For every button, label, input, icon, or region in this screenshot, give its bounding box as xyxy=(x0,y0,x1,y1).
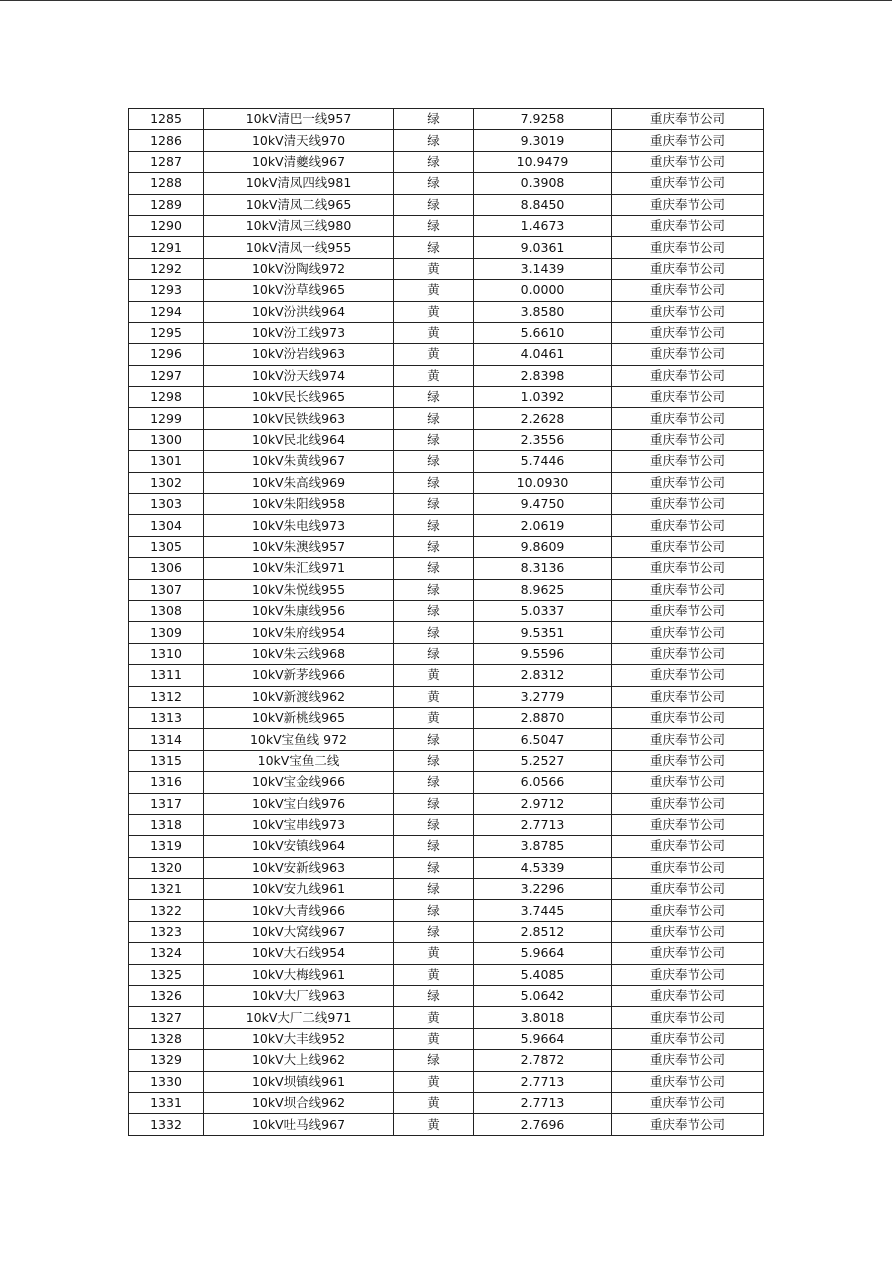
row-number-cell: 1320 xyxy=(129,857,204,878)
table-row xyxy=(129,194,764,215)
row-number-cell: 1285 xyxy=(129,109,204,130)
row-number-cell: 1313 xyxy=(129,707,204,728)
table-row xyxy=(129,151,764,172)
row-number-cell: 1309 xyxy=(129,622,204,643)
status-color-cell: 黄 xyxy=(394,1071,474,1092)
status-color-cell: 绿 xyxy=(394,408,474,429)
value-cell: 10.0930 xyxy=(474,472,612,493)
value-cell: 2.8312 xyxy=(474,665,612,686)
line-name-cell: 10kV大青线966 xyxy=(204,900,394,921)
table-row xyxy=(129,387,764,408)
company-cell: 重庆奉节公司 xyxy=(612,472,764,493)
company-cell: 重庆奉节公司 xyxy=(612,986,764,1007)
status-color-cell: 黄 xyxy=(394,707,474,728)
value-cell: 9.3019 xyxy=(474,130,612,151)
value-cell: 2.9712 xyxy=(474,793,612,814)
line-name-cell: 10kV吐马线967 xyxy=(204,1114,394,1135)
line-name-cell: 10kV大上线962 xyxy=(204,1050,394,1071)
status-color-cell: 绿 xyxy=(394,109,474,130)
status-color-cell: 黄 xyxy=(394,1114,474,1135)
company-cell: 重庆奉节公司 xyxy=(612,494,764,515)
row-number-cell: 1292 xyxy=(129,258,204,279)
table-row xyxy=(129,408,764,429)
table-row xyxy=(129,750,764,771)
company-cell: 重庆奉节公司 xyxy=(612,194,764,215)
table-row xyxy=(129,1092,764,1113)
table-row xyxy=(129,643,764,664)
line-name-cell: 10kV坝合线962 xyxy=(204,1092,394,1113)
row-number-cell: 1324 xyxy=(129,943,204,964)
row-number-cell: 1306 xyxy=(129,558,204,579)
line-name-cell: 10kV大厂二线971 xyxy=(204,1007,394,1028)
value-cell: 8.9625 xyxy=(474,579,612,600)
row-number-cell: 1311 xyxy=(129,665,204,686)
value-cell: 2.8870 xyxy=(474,707,612,728)
line-name-cell: 10kV清凤三线980 xyxy=(204,215,394,236)
row-number-cell: 1308 xyxy=(129,600,204,621)
row-number-cell: 1296 xyxy=(129,344,204,365)
status-color-cell: 绿 xyxy=(394,130,474,151)
row-number-cell: 1321 xyxy=(129,879,204,900)
status-color-cell: 绿 xyxy=(394,194,474,215)
value-cell: 1.4673 xyxy=(474,215,612,236)
line-name-cell: 10kV宝鱼线 972 xyxy=(204,729,394,750)
table-row xyxy=(129,558,764,579)
value-cell: 3.8580 xyxy=(474,301,612,322)
table-row xyxy=(129,964,764,985)
company-cell: 重庆奉节公司 xyxy=(612,879,764,900)
value-cell: 2.7713 xyxy=(474,814,612,835)
line-name-cell: 10kV宝串线973 xyxy=(204,814,394,835)
status-color-cell: 绿 xyxy=(394,986,474,1007)
row-number-cell: 1304 xyxy=(129,515,204,536)
company-cell: 重庆奉节公司 xyxy=(612,130,764,151)
company-cell: 重庆奉节公司 xyxy=(612,836,764,857)
company-cell: 重庆奉节公司 xyxy=(612,258,764,279)
line-name-cell: 10kV新茅线966 xyxy=(204,665,394,686)
status-color-cell: 绿 xyxy=(394,900,474,921)
company-cell: 重庆奉节公司 xyxy=(612,772,764,793)
line-name-cell: 10kV朱黄线967 xyxy=(204,451,394,472)
status-color-cell: 绿 xyxy=(394,387,474,408)
table-row xyxy=(129,665,764,686)
company-cell: 重庆奉节公司 xyxy=(612,1007,764,1028)
value-cell: 5.2527 xyxy=(474,750,612,771)
row-number-cell: 1330 xyxy=(129,1071,204,1092)
row-number-cell: 1288 xyxy=(129,173,204,194)
value-cell: 9.0361 xyxy=(474,237,612,258)
value-cell: 5.0337 xyxy=(474,600,612,621)
status-color-cell: 绿 xyxy=(394,558,474,579)
company-cell: 重庆奉节公司 xyxy=(612,793,764,814)
row-number-cell: 1294 xyxy=(129,301,204,322)
status-color-cell: 绿 xyxy=(394,1050,474,1071)
status-color-cell: 绿 xyxy=(394,879,474,900)
line-name-cell: 10kV宝金线966 xyxy=(204,772,394,793)
table-row xyxy=(129,1071,764,1092)
row-number-cell: 1319 xyxy=(129,836,204,857)
company-cell: 重庆奉节公司 xyxy=(612,600,764,621)
line-name-cell: 10kV宝鱼二线 xyxy=(204,750,394,771)
status-color-cell: 绿 xyxy=(394,857,474,878)
company-cell: 重庆奉节公司 xyxy=(612,1092,764,1113)
status-color-cell: 绿 xyxy=(394,600,474,621)
table-row xyxy=(129,793,764,814)
company-cell: 重庆奉节公司 xyxy=(612,109,764,130)
table-row xyxy=(129,301,764,322)
status-color-cell: 绿 xyxy=(394,494,474,515)
company-cell: 重庆奉节公司 xyxy=(612,900,764,921)
company-cell: 重庆奉节公司 xyxy=(612,365,764,386)
table-row xyxy=(129,622,764,643)
line-name-cell: 10kV民长线965 xyxy=(204,387,394,408)
table-row xyxy=(129,814,764,835)
table-row xyxy=(129,258,764,279)
value-cell: 9.5351 xyxy=(474,622,612,643)
status-color-cell: 绿 xyxy=(394,451,474,472)
value-cell: 1.0392 xyxy=(474,387,612,408)
status-color-cell: 黄 xyxy=(394,301,474,322)
company-cell: 重庆奉节公司 xyxy=(612,173,764,194)
status-color-cell: 绿 xyxy=(394,173,474,194)
company-cell: 重庆奉节公司 xyxy=(612,344,764,365)
table-row xyxy=(129,1028,764,1049)
table-row xyxy=(129,344,764,365)
table-row xyxy=(129,579,764,600)
line-name-cell: 10kV清巴一线957 xyxy=(204,109,394,130)
feeder-table-body xyxy=(129,109,764,1136)
row-number-cell: 1300 xyxy=(129,429,204,450)
value-cell: 9.5596 xyxy=(474,643,612,664)
value-cell: 9.4750 xyxy=(474,494,612,515)
company-cell: 重庆奉节公司 xyxy=(612,515,764,536)
company-cell: 重庆奉节公司 xyxy=(612,387,764,408)
company-cell: 重庆奉节公司 xyxy=(612,729,764,750)
row-number-cell: 1290 xyxy=(129,215,204,236)
line-name-cell: 10kV新桃线965 xyxy=(204,707,394,728)
status-color-cell: 绿 xyxy=(394,515,474,536)
company-cell: 重庆奉节公司 xyxy=(612,1050,764,1071)
row-number-cell: 1329 xyxy=(129,1050,204,1071)
value-cell: 5.6610 xyxy=(474,322,612,343)
line-name-cell: 10kV汾天线974 xyxy=(204,365,394,386)
company-cell: 重庆奉节公司 xyxy=(612,215,764,236)
company-cell: 重庆奉节公司 xyxy=(612,558,764,579)
line-name-cell: 10kV宝白线976 xyxy=(204,793,394,814)
company-cell: 重庆奉节公司 xyxy=(612,237,764,258)
company-cell: 重庆奉节公司 xyxy=(612,151,764,172)
table-row xyxy=(129,1007,764,1028)
table-row xyxy=(129,173,764,194)
status-color-cell: 绿 xyxy=(394,729,474,750)
table-row xyxy=(129,365,764,386)
company-cell: 重庆奉节公司 xyxy=(612,579,764,600)
line-name-cell: 10kV清夔线967 xyxy=(204,151,394,172)
row-number-cell: 1286 xyxy=(129,130,204,151)
status-color-cell: 绿 xyxy=(394,643,474,664)
status-color-cell: 绿 xyxy=(394,237,474,258)
status-color-cell: 黄 xyxy=(394,964,474,985)
status-color-cell: 黄 xyxy=(394,1007,474,1028)
row-number-cell: 1325 xyxy=(129,964,204,985)
table-row xyxy=(129,1050,764,1071)
company-cell: 重庆奉节公司 xyxy=(612,429,764,450)
status-color-cell: 绿 xyxy=(394,921,474,942)
line-name-cell: 10kV朱康线956 xyxy=(204,600,394,621)
table-row xyxy=(129,451,764,472)
line-name-cell: 10kV清凤二线965 xyxy=(204,194,394,215)
line-name-cell: 10kV朱府线954 xyxy=(204,622,394,643)
table-row xyxy=(129,600,764,621)
status-color-cell: 黄 xyxy=(394,665,474,686)
status-color-cell: 黄 xyxy=(394,686,474,707)
status-color-cell: 绿 xyxy=(394,215,474,236)
row-number-cell: 1291 xyxy=(129,237,204,258)
row-number-cell: 1295 xyxy=(129,322,204,343)
company-cell: 重庆奉节公司 xyxy=(612,1028,764,1049)
row-number-cell: 1307 xyxy=(129,579,204,600)
line-name-cell: 10kV大石线954 xyxy=(204,943,394,964)
company-cell: 重庆奉节公司 xyxy=(612,643,764,664)
row-number-cell: 1302 xyxy=(129,472,204,493)
table-row xyxy=(129,707,764,728)
table-row xyxy=(129,472,764,493)
row-number-cell: 1315 xyxy=(129,750,204,771)
company-cell: 重庆奉节公司 xyxy=(612,622,764,643)
row-number-cell: 1310 xyxy=(129,643,204,664)
value-cell: 6.0566 xyxy=(474,772,612,793)
line-name-cell: 10kV朱云线968 xyxy=(204,643,394,664)
value-cell: 5.9664 xyxy=(474,943,612,964)
value-cell: 10.9479 xyxy=(474,151,612,172)
status-color-cell: 黄 xyxy=(394,344,474,365)
status-color-cell: 绿 xyxy=(394,750,474,771)
line-name-cell: 10kV朱澳线957 xyxy=(204,536,394,557)
row-number-cell: 1332 xyxy=(129,1114,204,1135)
row-number-cell: 1326 xyxy=(129,986,204,1007)
line-name-cell: 10kV朱电线973 xyxy=(204,515,394,536)
value-cell: 0.0000 xyxy=(474,280,612,301)
company-cell: 重庆奉节公司 xyxy=(612,536,764,557)
value-cell: 5.7446 xyxy=(474,451,612,472)
value-cell: 5.4085 xyxy=(474,964,612,985)
table-row xyxy=(129,921,764,942)
line-name-cell: 10kV大梅线961 xyxy=(204,964,394,985)
status-color-cell: 绿 xyxy=(394,536,474,557)
company-cell: 重庆奉节公司 xyxy=(612,408,764,429)
value-cell: 3.2779 xyxy=(474,686,612,707)
line-name-cell: 10kV新渡线962 xyxy=(204,686,394,707)
status-color-cell: 绿 xyxy=(394,429,474,450)
company-cell: 重庆奉节公司 xyxy=(612,707,764,728)
table-row xyxy=(129,130,764,151)
status-color-cell: 黄 xyxy=(394,1092,474,1113)
row-number-cell: 1317 xyxy=(129,793,204,814)
value-cell: 5.9664 xyxy=(474,1028,612,1049)
row-number-cell: 1316 xyxy=(129,772,204,793)
value-cell: 8.8450 xyxy=(474,194,612,215)
row-number-cell: 1305 xyxy=(129,536,204,557)
status-color-cell: 绿 xyxy=(394,151,474,172)
company-cell: 重庆奉节公司 xyxy=(612,322,764,343)
line-name-cell: 10kV汾草线965 xyxy=(204,280,394,301)
table-row xyxy=(129,109,764,130)
line-name-cell: 10kV清凤一线955 xyxy=(204,237,394,258)
line-name-cell: 10kV安新线963 xyxy=(204,857,394,878)
row-number-cell: 1298 xyxy=(129,387,204,408)
table-row xyxy=(129,237,764,258)
status-color-cell: 绿 xyxy=(394,814,474,835)
line-name-cell: 10kV民北线964 xyxy=(204,429,394,450)
line-name-cell: 10kV朱高线969 xyxy=(204,472,394,493)
company-cell: 重庆奉节公司 xyxy=(612,750,764,771)
value-cell: 7.9258 xyxy=(474,109,612,130)
table-row xyxy=(129,429,764,450)
value-cell: 4.0461 xyxy=(474,344,612,365)
status-color-cell: 黄 xyxy=(394,280,474,301)
value-cell: 2.7713 xyxy=(474,1092,612,1113)
company-cell: 重庆奉节公司 xyxy=(612,451,764,472)
table-row xyxy=(129,1114,764,1135)
value-cell: 0.3908 xyxy=(474,173,612,194)
table-row xyxy=(129,986,764,1007)
line-name-cell: 10kV朱阳线958 xyxy=(204,494,394,515)
status-color-cell: 绿 xyxy=(394,472,474,493)
value-cell: 8.3136 xyxy=(474,558,612,579)
line-name-cell: 10kV清凤四线981 xyxy=(204,173,394,194)
company-cell: 重庆奉节公司 xyxy=(612,964,764,985)
value-cell: 9.8609 xyxy=(474,536,612,557)
row-number-cell: 1331 xyxy=(129,1092,204,1113)
company-cell: 重庆奉节公司 xyxy=(612,686,764,707)
row-number-cell: 1327 xyxy=(129,1007,204,1028)
row-number-cell: 1301 xyxy=(129,451,204,472)
company-cell: 重庆奉节公司 xyxy=(612,814,764,835)
company-cell: 重庆奉节公司 xyxy=(612,301,764,322)
value-cell: 6.5047 xyxy=(474,729,612,750)
line-name-cell: 10kV汾洪线964 xyxy=(204,301,394,322)
status-color-cell: 绿 xyxy=(394,772,474,793)
row-number-cell: 1293 xyxy=(129,280,204,301)
row-number-cell: 1314 xyxy=(129,729,204,750)
status-color-cell: 黄 xyxy=(394,365,474,386)
status-color-cell: 绿 xyxy=(394,793,474,814)
value-cell: 5.0642 xyxy=(474,986,612,1007)
status-color-cell: 绿 xyxy=(394,622,474,643)
table-row xyxy=(129,729,764,750)
row-number-cell: 1318 xyxy=(129,814,204,835)
line-name-cell: 10kV朱悦线955 xyxy=(204,579,394,600)
row-number-cell: 1287 xyxy=(129,151,204,172)
row-number-cell: 1328 xyxy=(129,1028,204,1049)
company-cell: 重庆奉节公司 xyxy=(612,280,764,301)
value-cell: 2.8398 xyxy=(474,365,612,386)
line-name-cell: 10kV朱汇线971 xyxy=(204,558,394,579)
table-row xyxy=(129,836,764,857)
company-cell: 重庆奉节公司 xyxy=(612,1071,764,1092)
value-cell: 2.3556 xyxy=(474,429,612,450)
row-number-cell: 1303 xyxy=(129,494,204,515)
value-cell: 2.7872 xyxy=(474,1050,612,1071)
status-color-cell: 绿 xyxy=(394,836,474,857)
line-name-cell: 10kV大窝线967 xyxy=(204,921,394,942)
value-cell: 2.0619 xyxy=(474,515,612,536)
line-name-cell: 10kV汾陶线972 xyxy=(204,258,394,279)
line-name-cell: 10kV大丰线952 xyxy=(204,1028,394,1049)
table-row xyxy=(129,536,764,557)
row-number-cell: 1323 xyxy=(129,921,204,942)
row-number-cell: 1297 xyxy=(129,365,204,386)
value-cell: 3.7445 xyxy=(474,900,612,921)
table-row xyxy=(129,494,764,515)
value-cell: 2.2628 xyxy=(474,408,612,429)
value-cell: 3.2296 xyxy=(474,879,612,900)
line-name-cell: 10kV汾岩线963 xyxy=(204,344,394,365)
value-cell: 3.8018 xyxy=(474,1007,612,1028)
table-row xyxy=(129,772,764,793)
row-number-cell: 1299 xyxy=(129,408,204,429)
status-color-cell: 绿 xyxy=(394,579,474,600)
value-cell: 4.5339 xyxy=(474,857,612,878)
table-row xyxy=(129,900,764,921)
line-name-cell: 10kV汾工线973 xyxy=(204,322,394,343)
company-cell: 重庆奉节公司 xyxy=(612,921,764,942)
line-name-cell: 10kV安九线961 xyxy=(204,879,394,900)
company-cell: 重庆奉节公司 xyxy=(612,1114,764,1135)
feeder-table xyxy=(128,108,764,1136)
status-color-cell: 黄 xyxy=(394,943,474,964)
line-name-cell: 10kV安镇线964 xyxy=(204,836,394,857)
value-cell: 2.7713 xyxy=(474,1071,612,1092)
table-row xyxy=(129,857,764,878)
line-name-cell: 10kV大厂线963 xyxy=(204,986,394,1007)
table-row xyxy=(129,686,764,707)
table-row xyxy=(129,879,764,900)
company-cell: 重庆奉节公司 xyxy=(612,943,764,964)
row-number-cell: 1312 xyxy=(129,686,204,707)
company-cell: 重庆奉节公司 xyxy=(612,665,764,686)
company-cell: 重庆奉节公司 xyxy=(612,857,764,878)
line-name-cell: 10kV民铁线963 xyxy=(204,408,394,429)
row-number-cell: 1322 xyxy=(129,900,204,921)
status-color-cell: 黄 xyxy=(394,322,474,343)
table-row xyxy=(129,322,764,343)
table-row xyxy=(129,943,764,964)
table-row xyxy=(129,515,764,536)
row-number-cell: 1289 xyxy=(129,194,204,215)
status-color-cell: 黄 xyxy=(394,1028,474,1049)
line-name-cell: 10kV坝镇线961 xyxy=(204,1071,394,1092)
status-color-cell: 黄 xyxy=(394,258,474,279)
value-cell: 3.8785 xyxy=(474,836,612,857)
line-name-cell: 10kV清天线970 xyxy=(204,130,394,151)
page-top-border xyxy=(0,0,892,1)
value-cell: 2.7696 xyxy=(474,1114,612,1135)
table-row xyxy=(129,215,764,236)
value-cell: 2.8512 xyxy=(474,921,612,942)
table-row xyxy=(129,280,764,301)
value-cell: 3.1439 xyxy=(474,258,612,279)
